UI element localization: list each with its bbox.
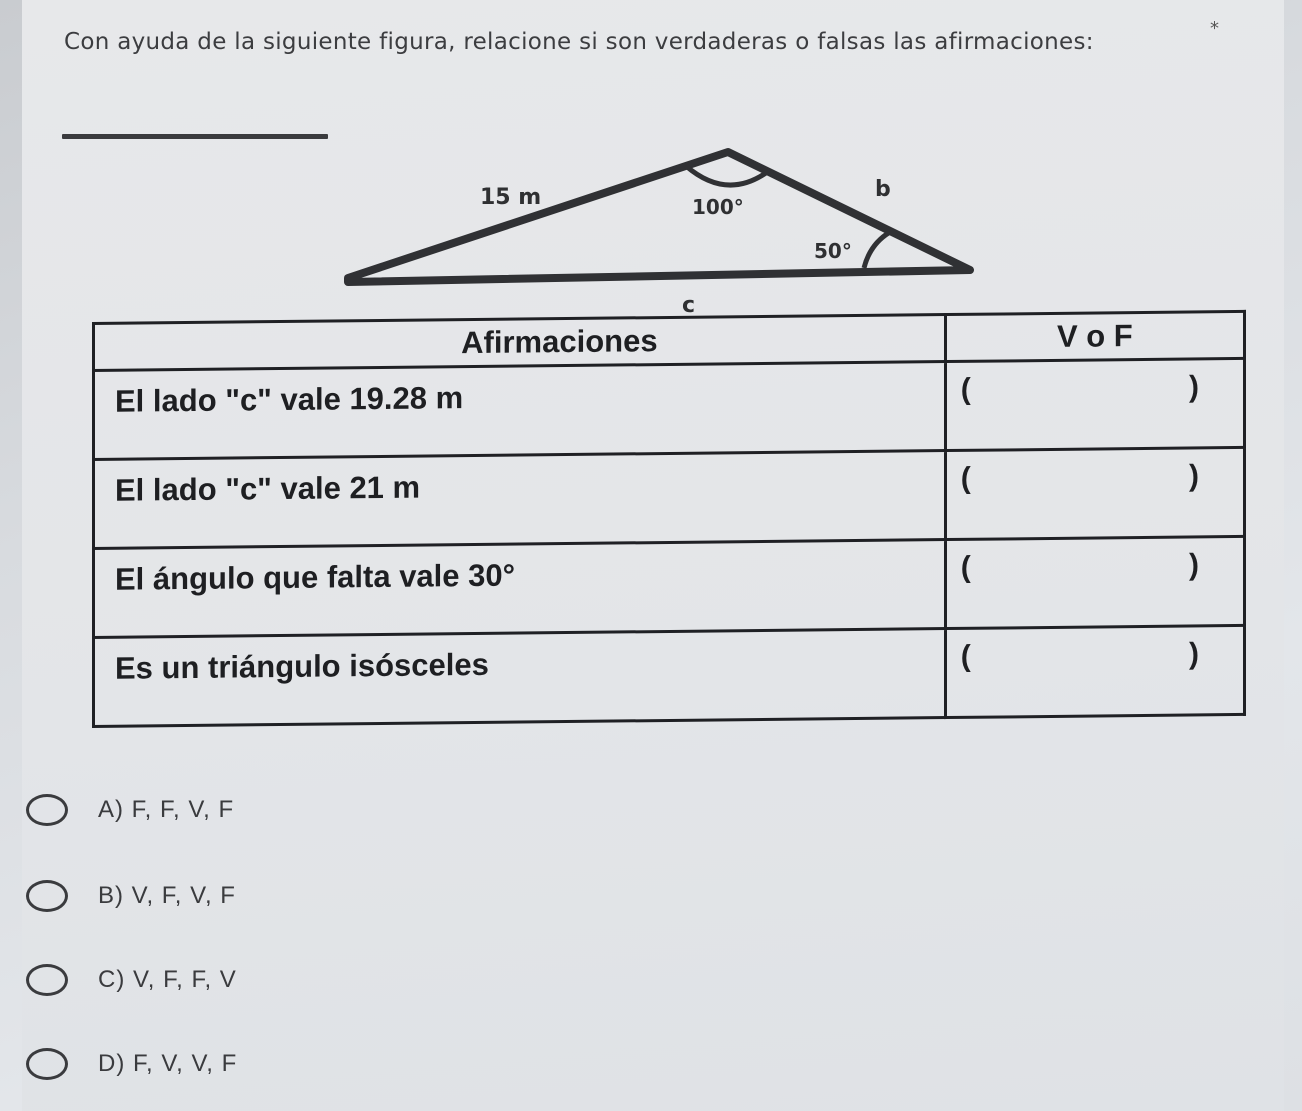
- top-angle-label: 100°: [692, 195, 744, 219]
- triangle-figure: [330, 140, 990, 330]
- option-b[interactable]: [26, 876, 426, 916]
- open-paren: (: [960, 461, 971, 495]
- radio-button[interactable]: [26, 880, 68, 912]
- table-row: [94, 625, 1245, 726]
- answer-cell: [945, 358, 1244, 450]
- table-row: [94, 536, 1245, 637]
- option-label: A) F, F, V, F: [98, 796, 235, 823]
- option-d[interactable]: [26, 1044, 426, 1084]
- side-a-label: 15 m: [480, 185, 542, 210]
- radio-button[interactable]: [26, 964, 68, 996]
- side-c-label: c: [682, 293, 696, 318]
- answer-cell: [945, 447, 1244, 539]
- close-paren: ): [1189, 637, 1199, 671]
- statement-cell: El ángulo que falta vale 30°: [94, 540, 946, 638]
- option-label: C) V, F, F, V: [98, 966, 237, 993]
- question-text: Con ayuda de la siguiente figura, relacione si son verdaderas o falsas las afirmaciones:: [64, 29, 1094, 55]
- close-paren: ): [1189, 548, 1199, 582]
- open-paren: (: [960, 639, 971, 673]
- statement-cell: Es un triángulo isósceles: [94, 629, 946, 727]
- statements-table: [92, 310, 1246, 714]
- option-a[interactable]: [26, 790, 426, 830]
- header-statements: Afirmaciones: [94, 315, 946, 371]
- option-c[interactable]: [26, 960, 426, 1000]
- table-row: [94, 358, 1245, 459]
- table-row: [94, 447, 1245, 548]
- header-true-false: V o F: [945, 311, 1244, 361]
- option-label: D) F, V, V, F: [98, 1050, 238, 1077]
- close-paren: ): [1189, 459, 1199, 493]
- answer-cell: [945, 536, 1244, 628]
- side-b-label: b: [875, 177, 891, 202]
- radio-button[interactable]: [26, 1048, 68, 1080]
- right-angle-arc: [864, 232, 890, 268]
- open-paren: (: [960, 372, 971, 406]
- right-angle-label: 50°: [814, 239, 852, 263]
- required-marker: *: [1210, 18, 1219, 39]
- triangle-shape: [348, 152, 970, 282]
- answer-cell: [945, 625, 1244, 717]
- divider-rule: [62, 134, 328, 139]
- open-paren: (: [960, 550, 971, 584]
- option-label: B) V, F, V, F: [98, 882, 236, 909]
- radio-button[interactable]: [26, 794, 68, 826]
- statement-cell: El lado "c" vale 19.28 m: [94, 362, 946, 460]
- statement-cell: El lado "c" vale 21 m: [94, 451, 946, 549]
- close-paren: ): [1189, 370, 1199, 404]
